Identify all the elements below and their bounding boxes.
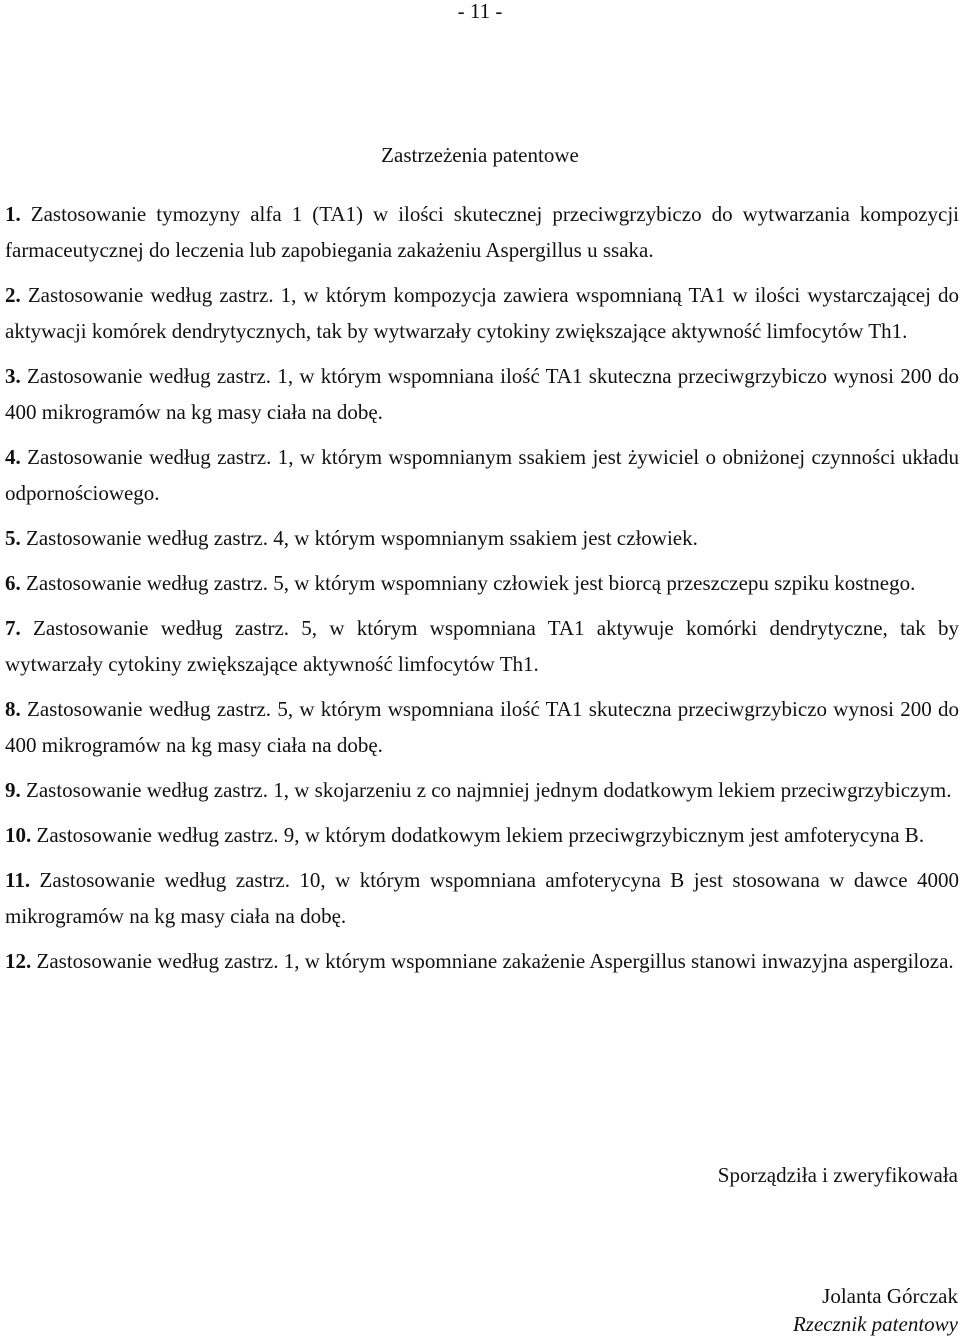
- claim-number: 3.: [5, 364, 21, 388]
- claim-2: [5, 277, 959, 349]
- claim-8: [5, 691, 959, 763]
- document-heading: Zastrzeżenia patentowe: [381, 143, 579, 167]
- claim-1: [5, 196, 959, 268]
- claim-11: [5, 862, 959, 934]
- signer-name: Jolanta Górczak: [822, 1284, 958, 1308]
- claim-10: [5, 817, 959, 853]
- claim-text: Zastosowanie według zastrz. 5, w którym wspomniana ilość TA1 skuteczna przeciwgrzybiczo wynosi 200 do 400 mikrogramów na kg masy ciała na dobę.: [5, 697, 959, 757]
- claim-7: [5, 610, 959, 682]
- claim-9: [5, 772, 959, 808]
- claim-text: Zastosowanie według zastrz. 5, w którym wspomniana TA1 aktywuje komórki dendrytyczne, tak by wytwarzały cytokiny zwiększające aktywność limfocytów Th1.: [5, 616, 959, 676]
- claim-number: 10.: [5, 823, 32, 847]
- claim-text: Zastosowanie według zastrz. 1, w którym kompozycja zawiera wspomnianą TA1 w ilości wystarczającej do aktywacji komórek dendrytycznych, tak by wytwarzały cytokiny zwiększające aktywność limfocytów Th1.: [5, 283, 960, 343]
- claim-number: 2.: [5, 283, 21, 307]
- claim-6: [5, 565, 959, 601]
- claim-text: Zastosowanie według zastrz. 4, w którym wspomnianym ssakiem jest człowiek.: [26, 526, 698, 550]
- claim-number: 8.: [5, 697, 21, 721]
- claim-text: Zastosowanie według zastrz. 1, w skojarzeniu z co najmniej jednym dodatkowym lekiem przeciwgrzybiczym.: [26, 778, 952, 802]
- claim-text: Zastosowanie według zastrz. 9, w którym dodatkowym lekiem przeciwgrzybicznym jest amfoterycyna B.: [36, 823, 925, 847]
- claim-3: [5, 358, 959, 430]
- claim-text: Zastosowanie według zastrz. 5, w którym wspomniany człowiek jest biorcą przeszczepu szpiku kostnego.: [26, 571, 916, 595]
- claim-number: 4.: [5, 445, 21, 469]
- claim-number: 9.: [5, 778, 21, 802]
- claims-list: [5, 196, 959, 988]
- claim-number: 1.: [5, 202, 21, 226]
- claim-number: 7.: [5, 616, 21, 640]
- page-number: - 11 -: [457, 0, 503, 23]
- claim-12: [5, 943, 959, 979]
- claim-number: 12.: [5, 949, 32, 973]
- claim-number: 11.: [5, 868, 31, 892]
- claim-text: Zastosowanie według zastrz. 1, w którym wspomniana ilość TA1 skuteczna przeciwgrzybiczo wynosi 200 do 400 mikrogramów na kg masy ciała na dobę.: [5, 364, 959, 424]
- claim-text: Zastosowanie według zastrz. 1, w którym wspomnianym ssakiem jest żywiciel o obniżonej czynności układu odpornościowego.: [5, 445, 959, 505]
- signature-caption: Sporządziła i zweryfikowała: [717, 1163, 958, 1187]
- claim-number: 5.: [5, 526, 21, 550]
- signer-role: Rzecznik patentowy: [792, 1312, 958, 1336]
- claim-text: Zastosowanie według zastrz. 1, w którym wspomniane zakażenie Aspergillus stanowi inwazyjna aspergiloza.: [36, 949, 954, 973]
- claim-text: Zastosowanie według zastrz. 10, w którym wspomniana amfoterycyna B jest stosowana w dawce 4000 mikrogramów na kg masy ciała na dobę.: [5, 868, 959, 928]
- claim-text: Zastosowanie tymozyny alfa 1 (TA1) w ilości skutecznej przeciwgrzybiczo do wytwarzania kompozycji farmaceutycznej do leczenia lub zapobiegania zakażeniu Aspergillus u ssaka.: [5, 202, 960, 262]
- claim-5: [5, 520, 959, 556]
- claim-number: 6.: [5, 571, 21, 595]
- claim-4: [5, 439, 959, 511]
